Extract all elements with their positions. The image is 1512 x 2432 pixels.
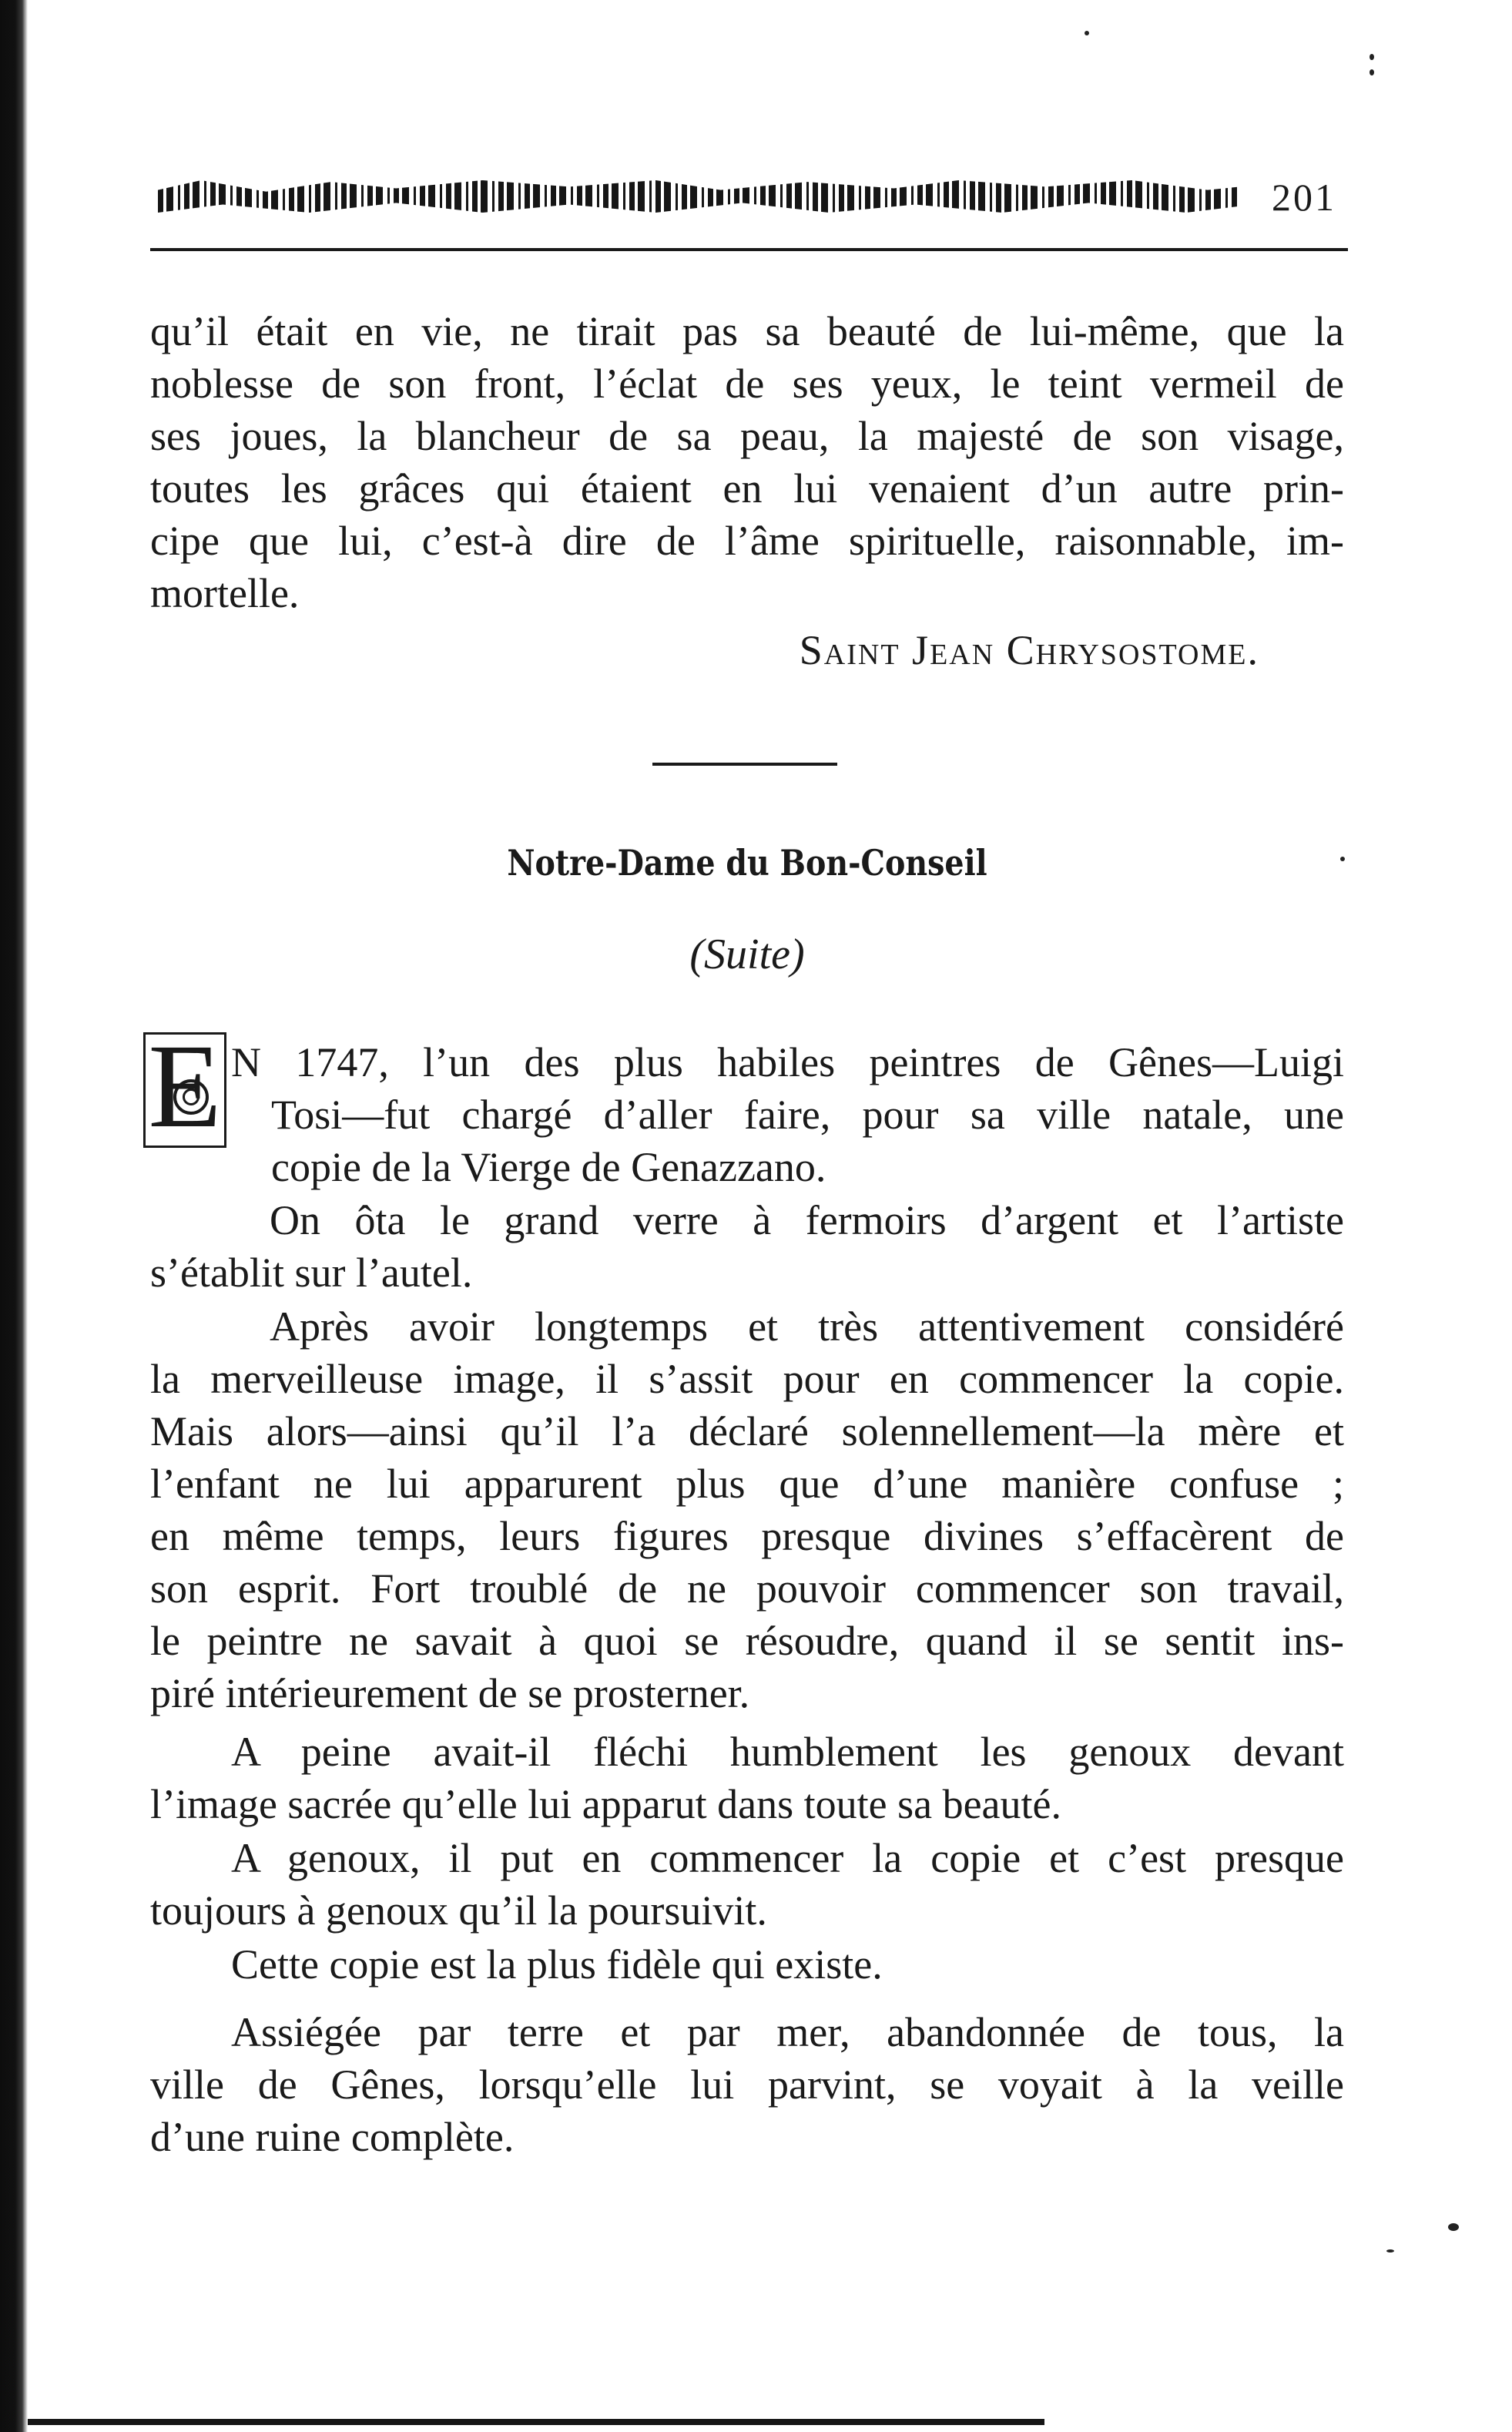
- paragraph-line: en même temps, leurs figures presque divines s’effacèrent de: [150, 1513, 1344, 1559]
- scan-shadow-left: [0, 0, 28, 2432]
- quote-paragraph: [150, 305, 1344, 619]
- paragraph: [150, 1832, 1344, 1937]
- paragraph: [150, 1726, 1344, 1830]
- quote-line: noblesse de son front, l’éclat de ses yeux, le teint vermeil de: [150, 361, 1344, 407]
- page-number: 201: [1272, 176, 1336, 219]
- ornamental-header-band: [158, 180, 1240, 213]
- quote-line: qu’il était en vie, ne tirait pas sa beauté de lui-même, que la: [150, 308, 1344, 354]
- paragraph-line: son esprit. Fort troublé de ne pouvoir commencer son travail,: [150, 1565, 1344, 1612]
- first-paragraph: [231, 1036, 1344, 1193]
- quote-line: ses joues, la blancheur de sa peau, la majesté de son visage,: [150, 413, 1344, 459]
- paragraph-line: la merveilleuse image, il s’assit pour en commencer la copie.: [150, 1356, 1344, 1402]
- paragraph-line: s’établit sur l’autel.: [150, 1250, 473, 1296]
- quote-line: toutes les grâces qui étaient en lui venaient d’un autre prin-: [150, 465, 1344, 512]
- scan-speck: [1386, 2249, 1394, 2253]
- paragraph-line: N 1747, l’un des plus habiles peintres de Gênes—Luigi: [231, 1039, 1344, 1085]
- paragraph-line: piré intérieurement de se prosterner.: [150, 1670, 750, 1716]
- paragraph: [150, 2006, 1344, 2163]
- paragraph-line: ville de Gênes, lorsqu’elle lui parvint, se voyait à la veille: [150, 2061, 1344, 2108]
- quote-signature: Saint Jean Chrysostome.: [799, 627, 1259, 673]
- scan-speck: [1448, 2223, 1459, 2231]
- paragraph-line: Assiégée par terre et par mer, abandonnée de tous, la: [231, 2009, 1344, 2055]
- paragraph-line: Tosi—fut chargé d’aller faire, pour sa ville natale, une: [271, 1092, 1344, 1138]
- paragraph-line: l’enfant ne lui apparurent plus que d’une manière confuse ;: [150, 1461, 1344, 1507]
- paragraph-line: toujours à genoux qu’il la poursuivit.: [150, 1887, 767, 1934]
- section-separator: [652, 763, 837, 766]
- paragraph-line: A peine avait-il fléchi humblement les genoux devant: [231, 1729, 1344, 1775]
- article-subtitle: (Suite): [689, 931, 805, 978]
- scan-speck: [1370, 54, 1374, 60]
- paragraph-line: Cette copie est la plus fidèle qui existe.: [231, 1941, 883, 1988]
- paragraph-line: d’une ruine complète.: [150, 2114, 515, 2160]
- article-title: Notre-Dame du Bon-Conseil: [507, 842, 987, 884]
- paragraph: [150, 1938, 1344, 1991]
- paragraph: [150, 1194, 1344, 1299]
- paragraph: [150, 1300, 1344, 1719]
- drop-cap: [143, 1032, 226, 1148]
- paragraph-line: Mais alors—ainsi qu’il l’a déclaré solennellement—la mère et: [150, 1408, 1344, 1454]
- scan-speck: [1085, 31, 1089, 35]
- paragraph-line: On ôta le grand verre à fermoirs d’argent et l’artiste: [270, 1197, 1344, 1243]
- paragraph-line: A genoux, il put en commencer la copie et c’est presque: [231, 1835, 1344, 1881]
- header-rule: [150, 248, 1348, 251]
- scan-shadow-bottom: [28, 2419, 1044, 2425]
- drop-cap-letter: E: [148, 1032, 222, 1148]
- paragraph-line: l’image sacrée qu’elle lui apparut dans toute sa beauté.: [150, 1781, 1061, 1827]
- quote-line: cipe que lui, c’est-à dire de l’âme spirituelle, raisonnable, im-: [150, 518, 1344, 564]
- scan-speck: [1370, 69, 1374, 75]
- paragraph-line: le peintre ne savait à quoi se résoudre, quand il se sentit ins-: [150, 1618, 1344, 1664]
- paragraph-line: Après avoir longtemps et très attentivement considéré: [270, 1303, 1344, 1350]
- drop-cap-ornament-icon: [173, 1079, 209, 1115]
- scan-speck: [1340, 857, 1345, 861]
- paragraph-line: copie de la Vierge de Genazzano.: [271, 1144, 826, 1190]
- running-head: [158, 176, 1336, 219]
- quote-line: mortelle.: [150, 570, 300, 616]
